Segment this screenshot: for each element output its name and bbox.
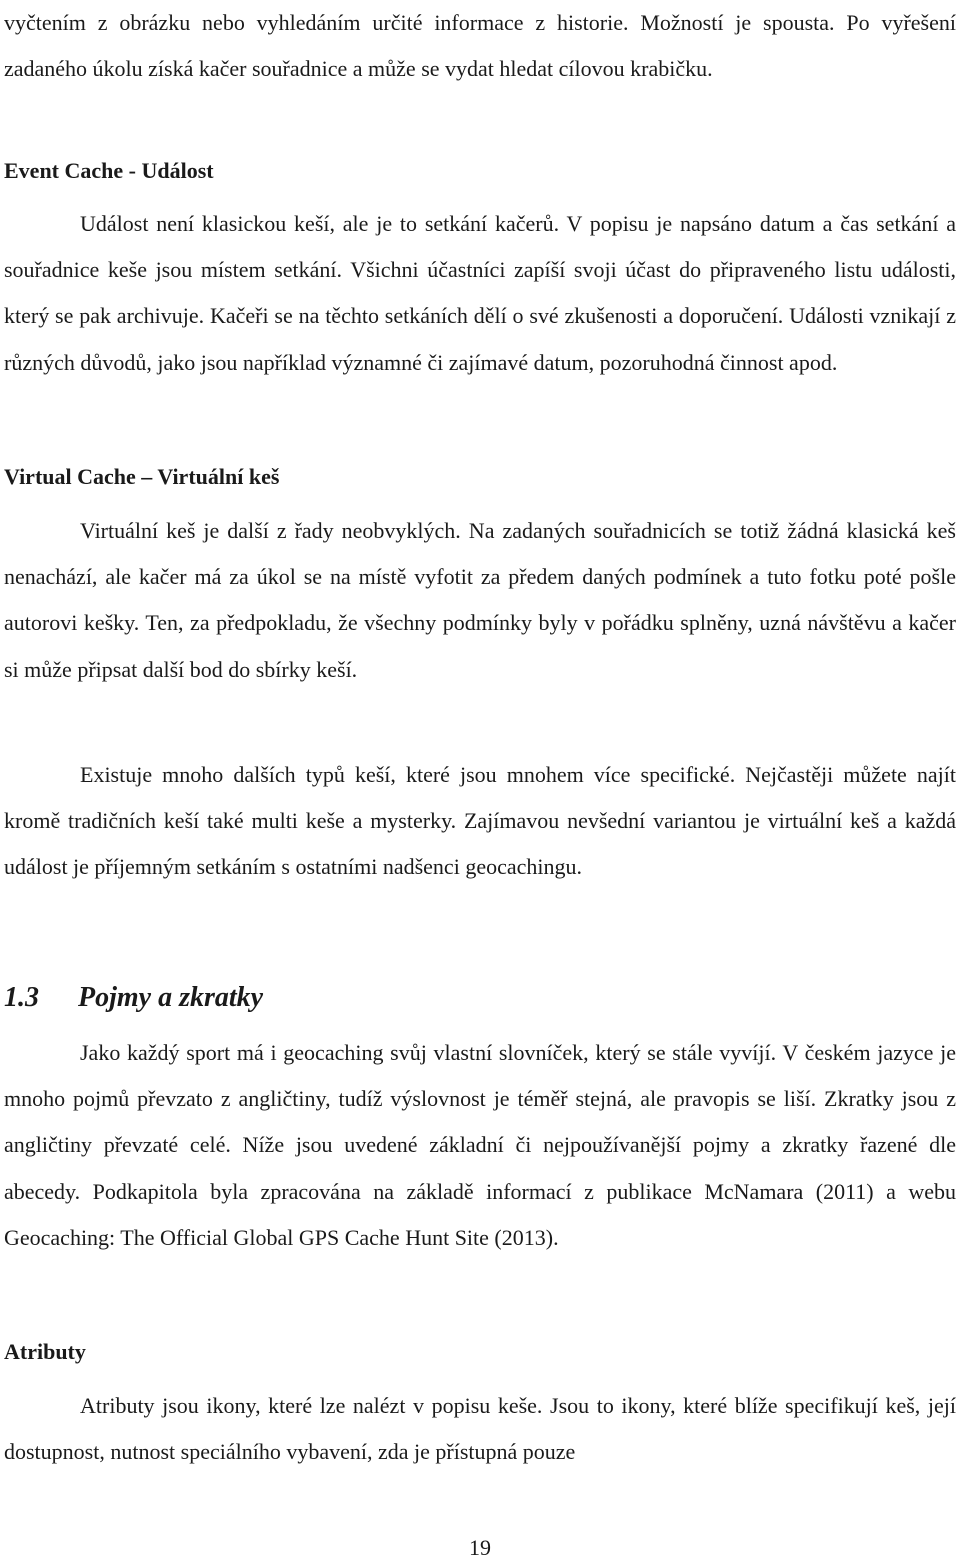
intro-paragraph: vyčtením z obrázku nebo vyhledáním určité informace z historie. Možností je spousta. Po vyřešení zadaného úkolu získá kačer souřadnice a může se vydat hledat cílovou krabičku. <box>4 10 956 82</box>
attributes-paragraph: Atributy jsou ikony, které lze nalézt v popisu keše. Jsou to ikony, které blíže specifikují keš, její dostupnost, nutnost speciálního vybavení, zda je přístupná pouze <box>4 1393 956 1465</box>
chapter-number: 1.3 <box>4 982 39 1013</box>
chapter-title: Pojmy a zkratky <box>78 982 264 1013</box>
chapter-heading <box>4 980 263 1016</box>
intro-section <box>4 0 956 92</box>
summary-section <box>4 752 956 891</box>
event-cache-paragraph: Událost není klasickou keší, ale je to setkání kačerů. V popisu je napsáno datum a čas setkání a souřadnice keše jsou místem setkání. Všichni účastníci zapíší svoji účast do připraveného listu události, který se pak archivuje. Kačeři se na těchto setkáních dělí o své zkušenosti a doporučení. Události vznikají z různých důvodů, jako jsou například významné či zajímavé datum, pozoruhodná činnost apod. <box>4 211 956 375</box>
page-number: 19 <box>469 1535 491 1560</box>
event-cache-heading: Event Cache - Událost <box>4 158 214 183</box>
attributes-heading: Atributy <box>4 1339 86 1364</box>
chapter-paragraph: Jako každý sport má i geocaching svůj vlastní slovníček, který se stále vyvíjí. V českém jazyce je mnoho pojmů převzato z angličtiny, tudíž výslovnost je téměř stejná, ale pravopis se liší. Zkratky jsou z angličtiny převzaté celé. Níže jsou uvedené základní či nejpoužívanější pojmy a zkratky řazené dle abecedy. Podkapitola byla zpracována na základě informací z publikace McNamara (2011) a webu Geocaching: The Official Global GPS Cache Hunt Site (2013). <box>4 1040 956 1250</box>
attributes-section <box>4 1383 956 1475</box>
event-cache-section <box>4 201 956 386</box>
virtual-cache-paragraph: Virtuální keš je další z řady neobvyklých. Na zadaných souřadnicích se totiž žádná klasická keš nenachází, ale kačer má za úkol se na místě vyfotit za předem daných podmínek a tuto fotku poté pošle autorovi kešky. Ten, za předpokladu, že všechny podmínky byly v pořádku splněny, uzná návštěvu a kačer si může připsat další bod do sbírky keší. <box>4 518 956 682</box>
virtual-cache-heading: Virtual Cache – Virtuální keš <box>4 464 280 489</box>
summary-paragraph: Existuje mnoho dalších typů keší, které jsou mnohem více specifické. Nejčastěji můžete najít kromě tradičních keší také multi keše a mysterky. Zajímavou nevšední variantou je virtuální keš a každá událost je příjemným setkáním s ostatními nadšenci geocachingu. <box>4 762 956 880</box>
chapter-section <box>4 1030 956 1261</box>
virtual-cache-section <box>4 508 956 693</box>
